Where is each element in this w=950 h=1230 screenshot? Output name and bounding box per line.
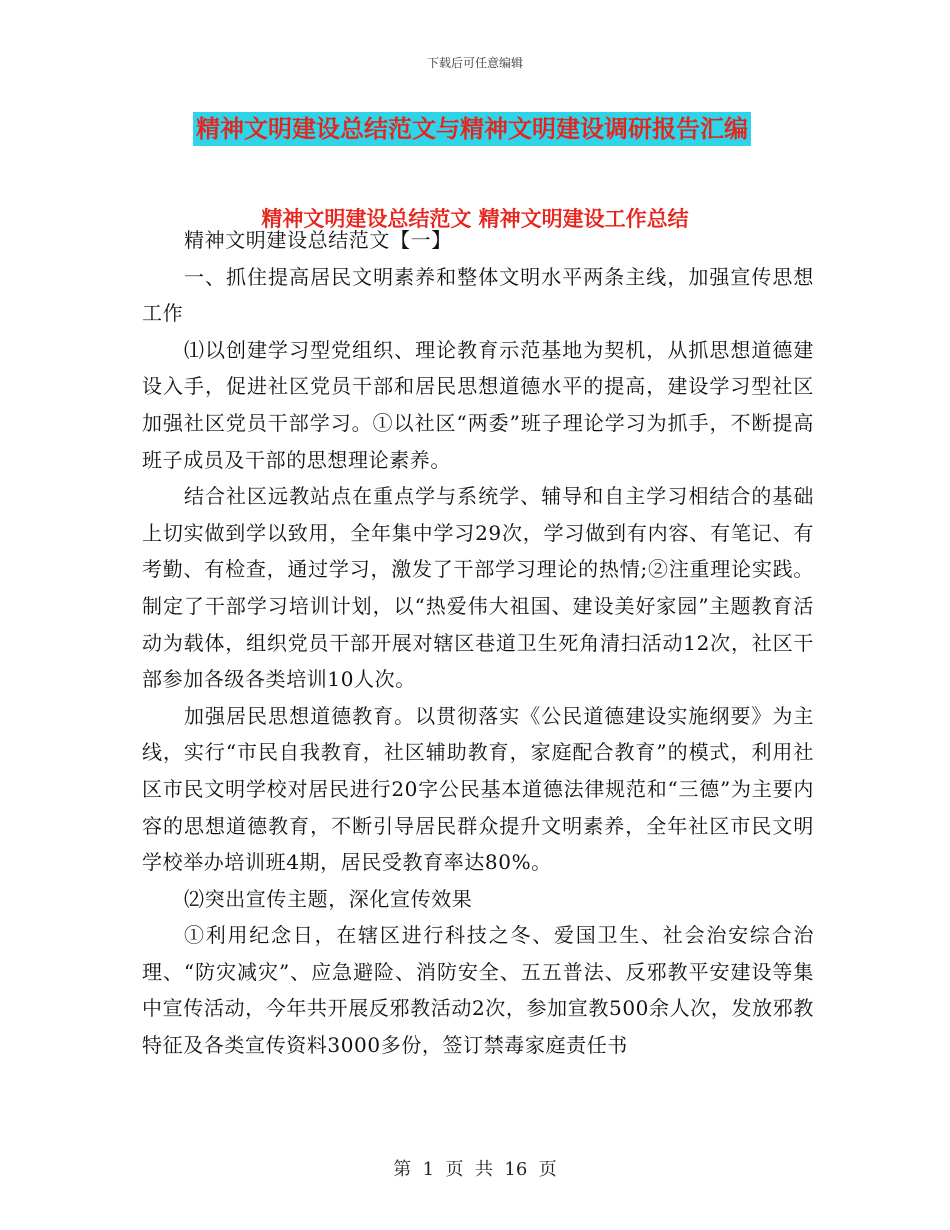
page-indicator: 第 1 页 共 16 页 xyxy=(393,1159,557,1180)
main-title: 精神文明建设总结范文与精神文明建设调研报告汇编 xyxy=(193,112,751,146)
paragraph: 一、抓住提高居民文明素养和整体文明水平两条主线，加强宣传思想工作 xyxy=(142,264,814,326)
body-text xyxy=(142,222,814,1064)
paragraph: ①利用纪念日，在辖区进行科技之冬、爱国卫生、社会治安综合治理、“防灾减灾”、应急避险、消防安全、五五普法、反邪教平安建设等集中宣传活动，今年共开展反邪教活动2次，参加宣教500余人次，发放邪教特征及各类宣传资料3000多份，签订禁毒家庭责任书 xyxy=(142,923,814,1058)
paragraph: 精神文明建设总结范文【一】 xyxy=(184,228,452,252)
sub-title: 精神文明建设总结范文 精神文明建设工作总结 xyxy=(261,206,689,231)
header-note: 下载后可任意编辑 xyxy=(426,56,523,70)
paragraph: ⑴以创建学习型党组织、理论教育示范基地为契机，从抓思想道德建设入手，促进社区党员干部和居民思想道德水平的提高，建设学习型社区 加强社区党员干部学习。①以社区“两委”班子理论学习为抓手，不断提高班子成员及干部的思想理论素养。 xyxy=(142,337,814,472)
paragraph: 结合社区远教站点在重点学与系统学、辅导和自主学习相结合的基础上切实做到学以致用，全年集中学习29次，学习做到有内容、有笔记、有考勤、有检查，通过学习，激发了干部学习理论的热情;②注重理论实践。制定了干部学习培训计划，以“热爱伟大祖国、建设美好家园”主题教育活动为载体，组织党员干部开展对辖区巷道卫生死角清扫活动12次，社区干部参加各级各类培训10人次。 xyxy=(142,484,814,692)
paragraph: 加强居民思想道德教育。以贯彻落实《公民道德建设实施纲要》为主线，实行“市民自我教育，社区辅助教育，家庭配合教育”的模式，利用社区市民文明学校对居民进行20字公民基本道德法律规范和“三德”为主要内容的思想道德教育，不断引导居民群众提升文明素养，全年社区市民文明学校举办培训班4期，居民受教育率达80%。 xyxy=(142,703,814,875)
paragraph: ⑵突出宣传主题，深化宣传效果 xyxy=(184,886,473,911)
